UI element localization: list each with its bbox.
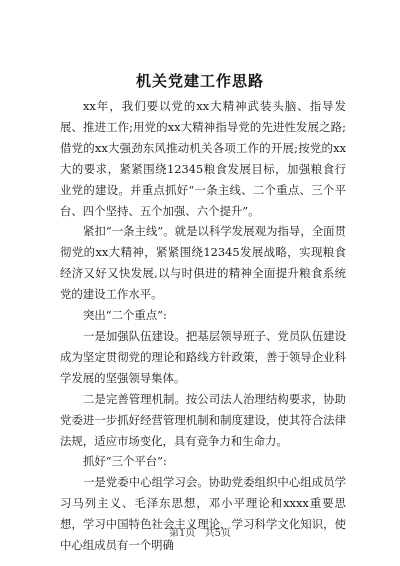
paragraph-intro: xx年，我们要以党的xx大精神武装头脑、指导发展、推进工作;用党的xx大精神指导党的先进性发展之路;借党的xx大强劲东风推动机关各项工作的开展;按党的xx大的要求，紧紧围绕12345粮食发展目标，加强粮食行业党的建设。并重点抓好“一条主线、二个重点、三个平台、四个坚持、五个加强、六个提升”。 [60,99,346,218]
page-number: 第1页 [169,528,196,539]
paragraph-team-building: 一是加强队伍建设。把基层领导班子、党员队伍建设成为坚定贯彻党的理论和路线方针政策，善于领导企业科学发展的坚强领导集体。 [60,328,346,385]
paragraph-main-line: 紧扣“一条主线”。就是以科学发展观为指导，全面贯彻党的xx大精神，紧紧围绕12345发展战略，实现粮食经济又好又快发展,以与时俱进的精神全面提升粮食系统党的建设工作水平。 [60,224,346,302]
paragraph-two-focus-heading: 突出“二个重点”: [83,308,167,323]
page-title: 机关党建工作思路 [135,72,264,90]
document-body [60,96,346,556]
paragraph-three-platforms-heading: 抓好“三个平台”: [83,454,167,469]
page-footer [0,524,400,539]
paragraph-study-group: 一是党委中心组学习会。协助党委组织中心组成员学习马列主义、毛泽东思想，邓小平理论和xxxx重要思想，学习中国特色社会主义理论，学习科学文化知识，使中心组成员有一个明确 [60,475,346,553]
page-count: 共5页 [204,528,231,539]
paragraph-management-mechanism: 二是完善管理机制。按公司法人治理结构要求，协助党委进一步抓好经营管理机制和制度建设，使其符合法律法规，适应市场变化，具有竞争力和生命力。 [60,391,346,448]
